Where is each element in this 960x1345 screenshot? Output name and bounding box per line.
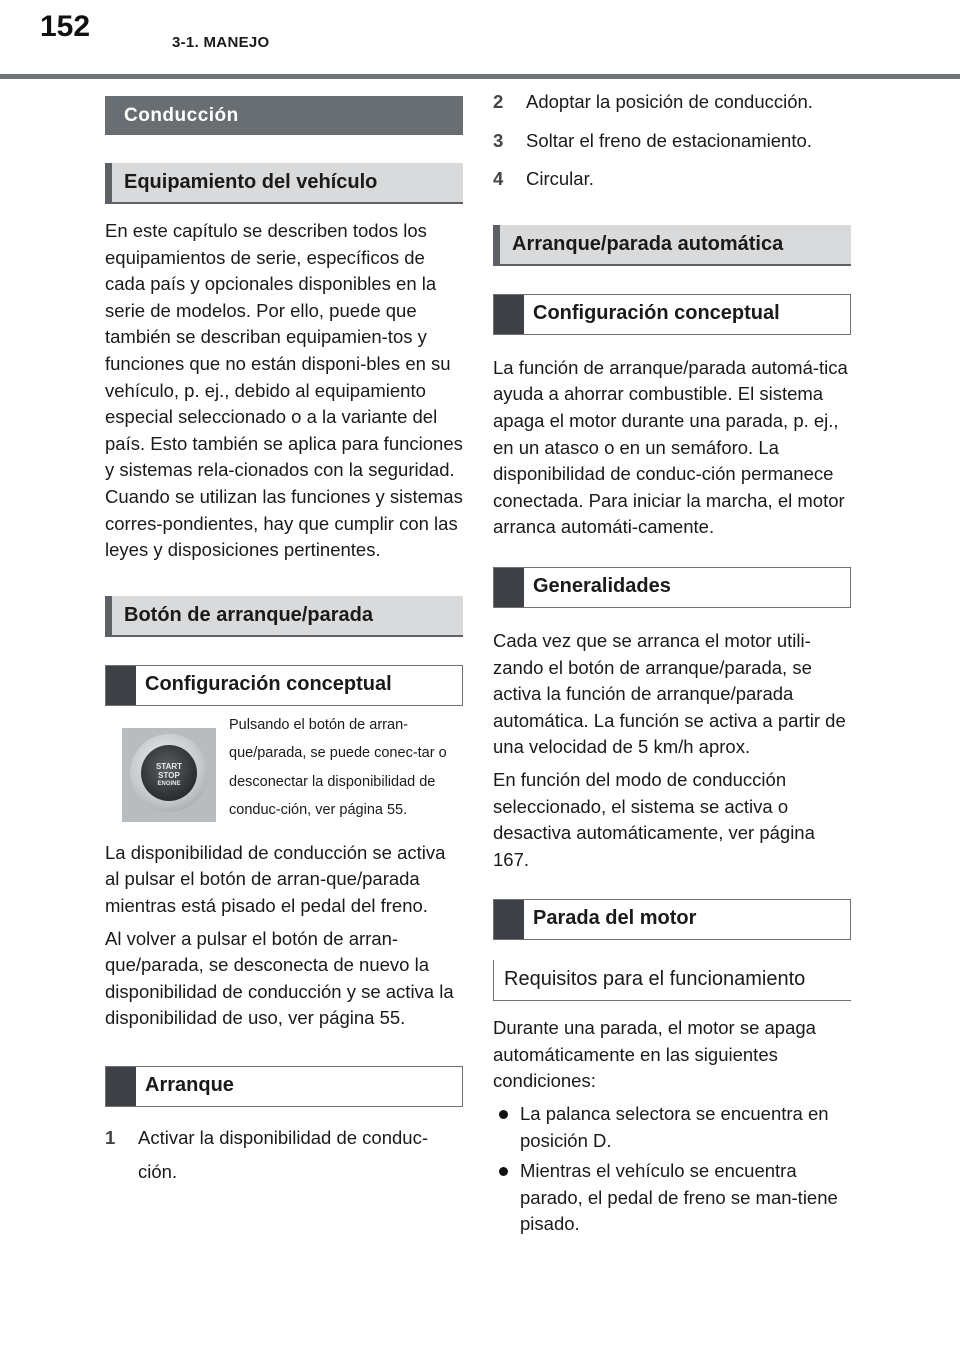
header-block (106, 666, 136, 705)
step-text: Activar la disponibilidad de conduc-ción. (138, 1126, 429, 1182)
button-label-start: START (155, 761, 183, 771)
step-4 (493, 166, 851, 193)
equipment-text: En este capítulo se describen todos los equipamientos de serie, específicos de cada país y opcionales disponibles en la serie de modelos. Por ello, puede que también se describan equipamien-tos y funciones que no están disponi-bles en su vehículo, p. ej., debido al equipamiento especial seleccionado o a la variante del país. Esto también se aplica para funciones y sistemas rela-cionados con la seguridad. Cuando se utilizan las funciones y sistemas corres-pondientes, hay que cumplir con las leyes y disposiciones pertinentes. (105, 220, 463, 561)
arranque-header-label: Arranque (145, 1073, 234, 1096)
list-item-text: Mientras el vehículo se encuentra parado, el pedal de freno se man-tiene pisado. (520, 1160, 838, 1235)
header-block (106, 1067, 136, 1106)
section-title: Conducción (105, 96, 463, 135)
header-block (494, 900, 524, 939)
step-number: 2 (493, 91, 504, 112)
list-item-text: La palanca selectora se encuentra en posición D. (520, 1103, 829, 1151)
step-number: 1 (105, 1126, 116, 1148)
step-number: 4 (493, 168, 504, 190)
list-item (493, 1158, 851, 1238)
button-label-stop: STOP (158, 770, 180, 780)
auto-text: La función de arranque/parada automá-tica ayuda a ahorrar combustible. El sistema apaga el motor durante una parada, p. ej., en un atasco o en un semáforo. La disponibilidad de conduc-ción permanece conectada. Para iniciar la marcha, el motor arranca automáti-camente. (493, 356, 848, 538)
bullet-dot (499, 1167, 508, 1176)
step-1 (105, 1121, 463, 1189)
config-header-left (105, 665, 463, 706)
header-block (494, 568, 524, 607)
requirements-header: Requisitos para el funcionamiento (493, 960, 851, 1001)
start-stop-button-image (122, 728, 216, 822)
equipment-header: Equipamiento del vehículo (105, 163, 463, 204)
requirements-text: Durante una parada, el motor se apaga automáticamente en las siguientes condiciones: (493, 1017, 816, 1092)
chapter-title: 3-1. MANEJO (172, 34, 270, 51)
step-text: Circular. (526, 168, 594, 190)
start-paragraph-1: La disponibilidad de conducción se activa al pulsar el botón de arran-que/parada mientras está pisado el pedal del freno. (105, 841, 446, 916)
start-stop-button-header: Botón de arranque/parada (105, 596, 463, 637)
step-2 (493, 89, 851, 116)
arranque-header (105, 1066, 463, 1107)
header-block (494, 295, 524, 334)
step-text: Adoptar la posición de conducción. (526, 91, 813, 112)
button-label-engine: ENGINE (157, 780, 181, 787)
engine-stop-header-label: Parada del motor (533, 907, 697, 930)
general-text-2: En función del modo de conducción seleccionado, el sistema se activa o desactiva automáticamente, ver página 167. (493, 768, 815, 870)
config-header-label: Configuración conceptual (533, 301, 780, 324)
step-text: Soltar el freno de estacionamiento. (526, 129, 812, 151)
button-caption: Pulsando el botón de arran-que/parada, se puede conec-tar o desconectar la disponibilidad de conduc-ción, ver página 55. (229, 716, 447, 819)
general-header (493, 567, 851, 608)
page-number: 152 (40, 10, 91, 43)
right-column (493, 89, 851, 1242)
config-header-right (493, 294, 851, 335)
general-text-1: Cada vez que se arranca el motor utili-zando el botón de arranque/parada, se activa la función de arranque/parada automática. La función se activa a partir de una velocidad de 5 km/h aprox. (493, 629, 846, 758)
button-cap (141, 745, 197, 801)
general-header-label: Generalidades (533, 574, 671, 597)
list-item (493, 1101, 851, 1154)
engine-stop-header (493, 899, 851, 940)
step-3 (493, 128, 851, 155)
button-illustration-row (105, 706, 463, 834)
bullet-dot (499, 1110, 508, 1119)
start-paragraph-2: Al volver a pulsar el botón de arran-que/parada, se desconecta de nuevo la disponibilidad de conducción y se activa la disponibilidad de uso, ver página 55. (105, 927, 454, 1029)
step-number: 3 (493, 129, 504, 151)
auto-start-stop-header: Arranque/parada automática (493, 225, 851, 266)
left-column (105, 79, 463, 1201)
config-header-label: Configuración conceptual (145, 672, 392, 695)
